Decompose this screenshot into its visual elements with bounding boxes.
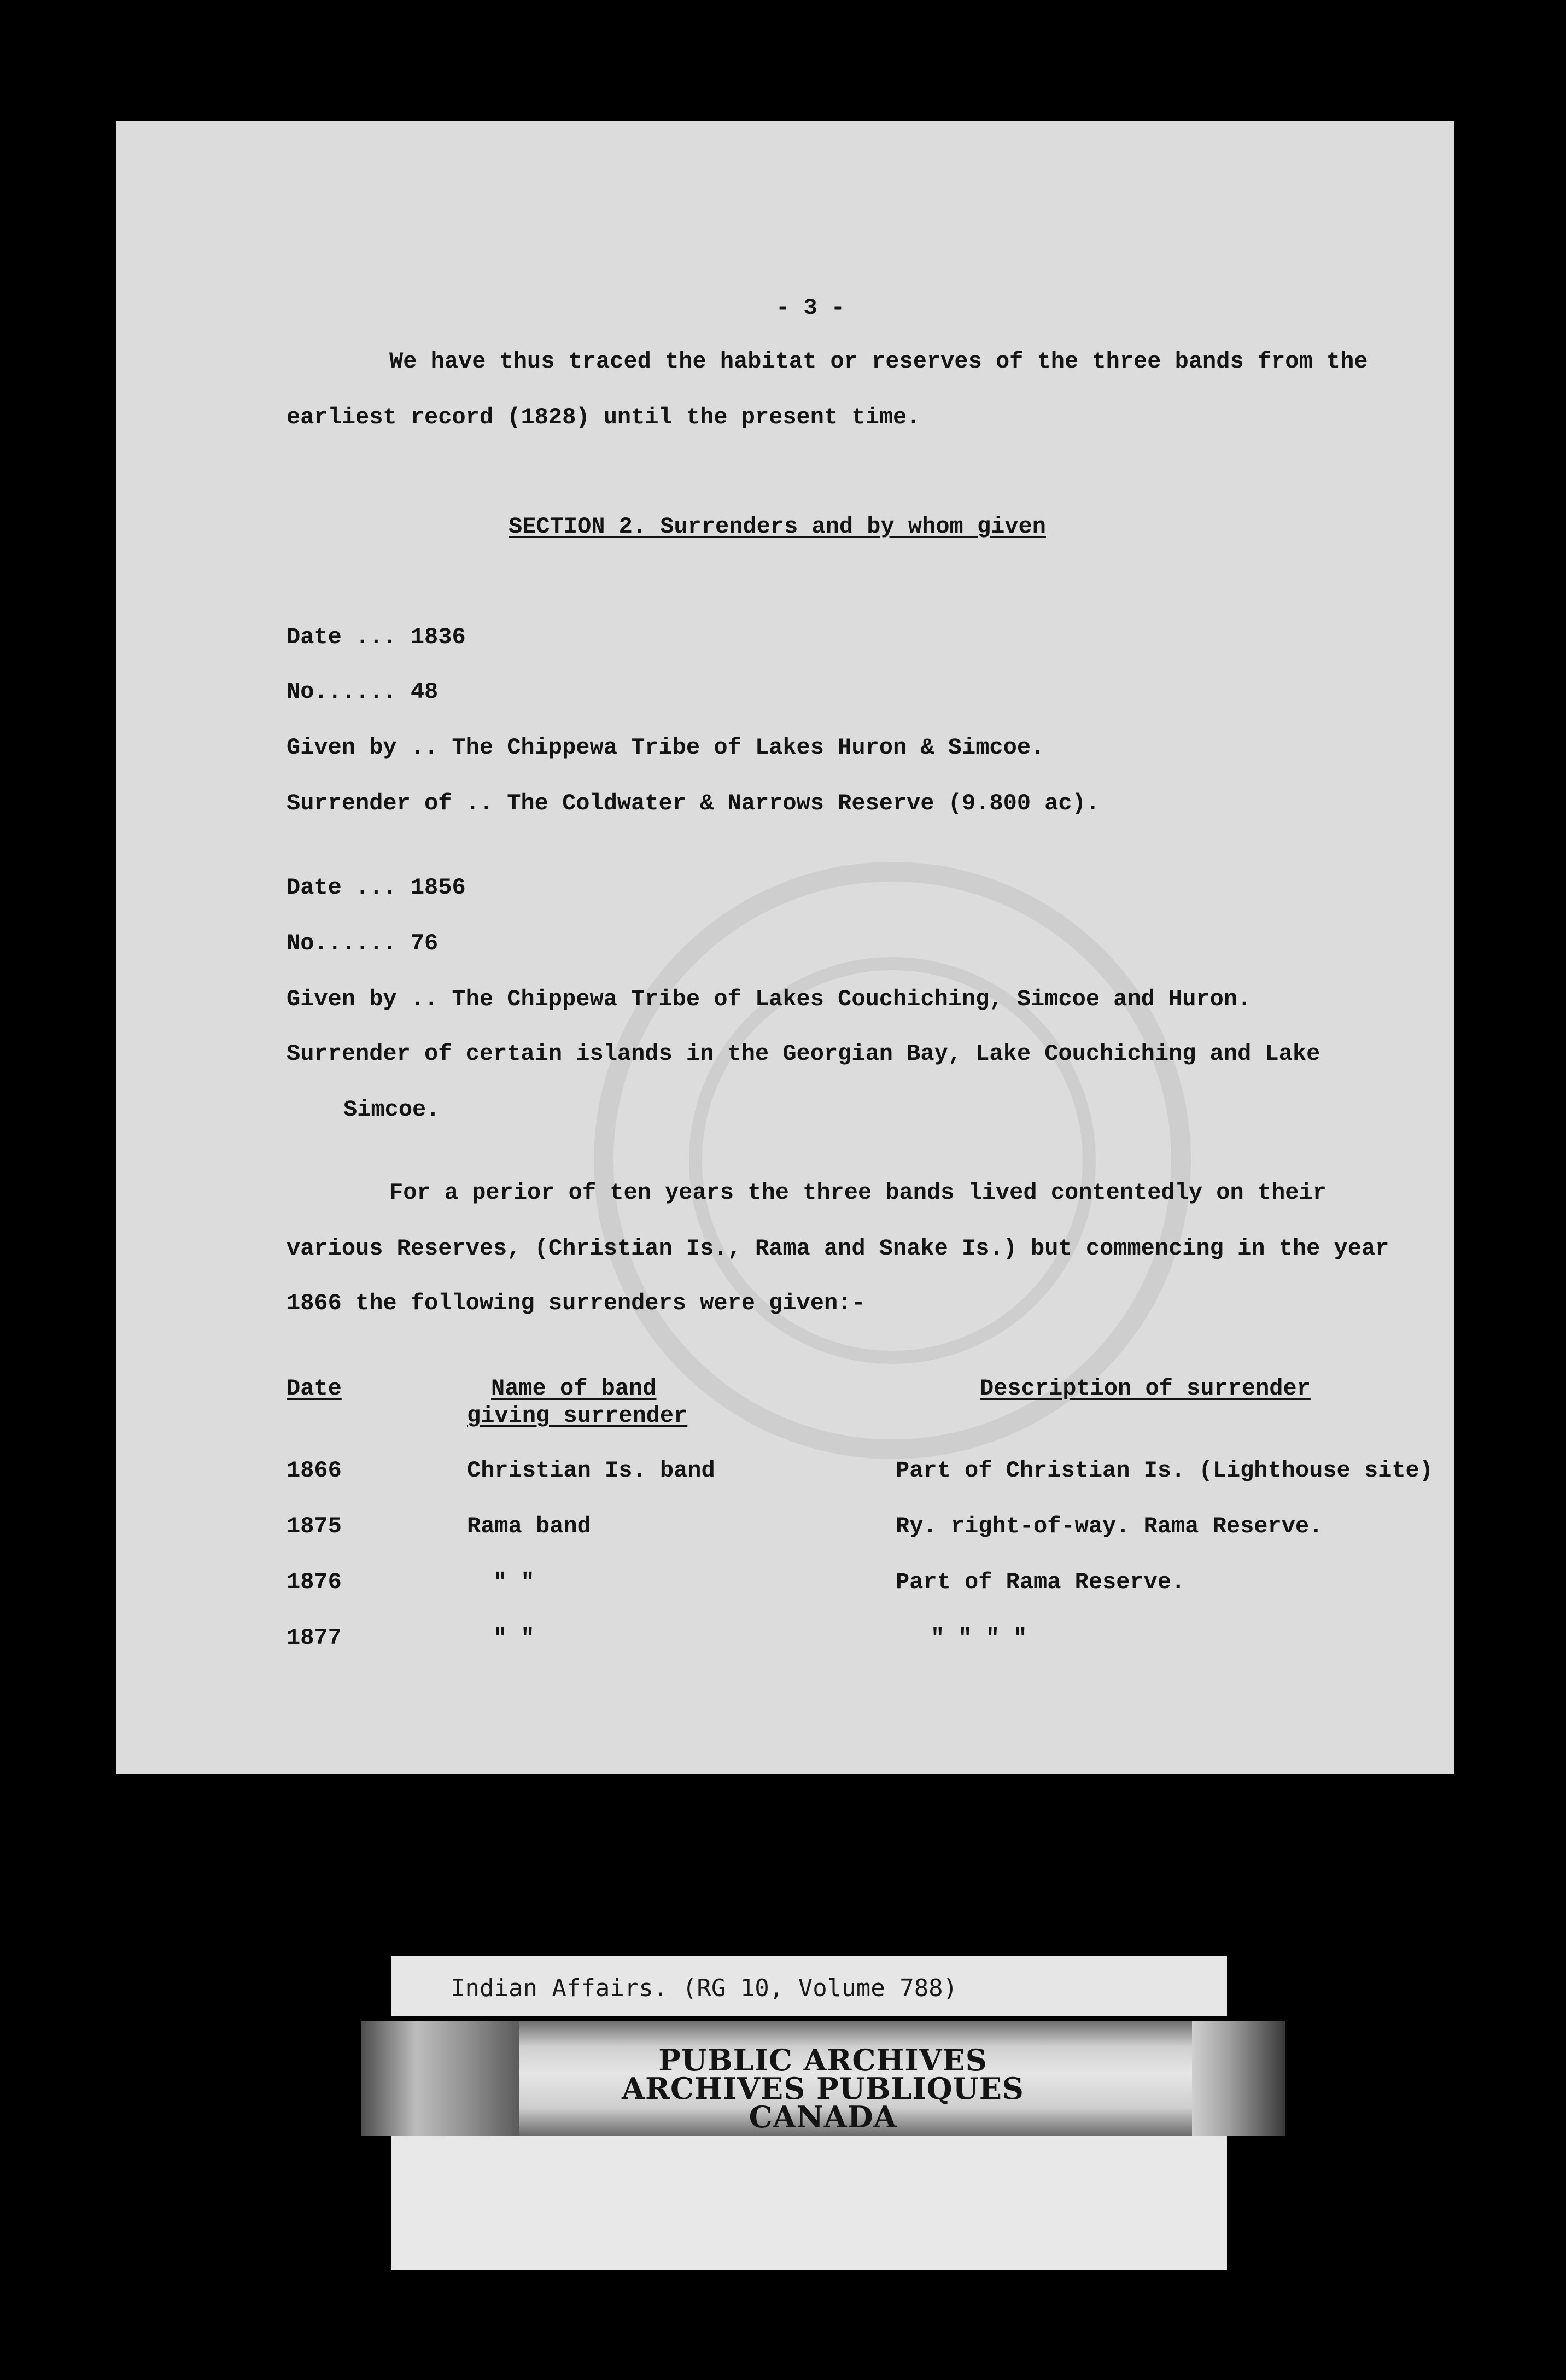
table-row-1-band: Christian Is. band (467, 1457, 715, 1484)
surrender-1-given-by: Given by .. The Chippewa Tribe of Lakes Huron & Simcoe. (287, 734, 1045, 761)
table-row-3-band: " " (493, 1569, 535, 1595)
table-row-2-date: 1875 (287, 1513, 342, 1539)
label-card-blank (392, 2136, 1227, 2270)
paragraph-2-line-2: various Reserves, (Christian Is., Rama and Snake Is.) but commencing in the year (287, 1235, 1389, 1262)
table-row-3-date: 1876 (287, 1569, 342, 1595)
surrender-2-surrender-of-line-2: Simcoe. (343, 1096, 440, 1123)
archive-reference-label (392, 1956, 1227, 2016)
stamp-line-canada: CANADA (749, 2099, 897, 2134)
surrender-2-surrender-of-line-1: Surrender of certain islands in the Georgian Bay, Lake Couchiching and Lake (287, 1041, 1320, 1067)
archive-reference-text: Indian Affairs. (RG 10, Volume 788) (451, 1974, 958, 2002)
document-page (116, 121, 1454, 1774)
table-row-1-date: 1866 (287, 1457, 342, 1484)
intro-line-2: earliest record (1828) until the present time. (287, 404, 921, 430)
surrender-2-date: Date ... 1856 (287, 874, 466, 901)
table-header-date: Date (287, 1375, 342, 1402)
surrender-2-given-by: Given by .. The Chippewa Tribe of Lakes Couchiching, Simcoe and Huron. (287, 986, 1252, 1012)
table-row-4-date: 1877 (287, 1625, 342, 1651)
stamp-line-archives-publiques: ARCHIVES PUBLIQUES (622, 2071, 1024, 2106)
paragraph-2-line-3: 1866 the following surrenders were given:- (287, 1290, 866, 1316)
table-header-description: Description of surrender (980, 1375, 1311, 1402)
section-heading: SECTION 2. Surrenders and by whom given (509, 514, 1046, 540)
archive-stamp (361, 2021, 1285, 2136)
table-row-4-description: " " " " (931, 1625, 1027, 1651)
table-row-4-band: " " (493, 1625, 535, 1651)
table-row-3-description: Part of Rama Reserve. (896, 1569, 1185, 1595)
table-header-band-line-2: giving surrender (467, 1403, 688, 1429)
page-number: - 3 - (775, 295, 845, 321)
surrender-2-number: No...... 76 (287, 930, 439, 956)
table-row-2-description: Ry. right-of-way. Rama Reserve. (896, 1513, 1323, 1539)
intro-line-1: We have thus traced the habitat or reserves of the three bands from the (389, 348, 1368, 375)
surrender-1-surrender-of: Surrender of .. The Coldwater & Narrows Reserve (9.800 ac). (287, 790, 1100, 816)
table-row-2-band: Rama band (467, 1513, 591, 1539)
table-row-1-description: Part of Christian Is. (Lighthouse site) (896, 1457, 1433, 1484)
surrender-1-number: No...... 48 (287, 679, 439, 705)
paragraph-2-line-1: For a perior of ten years the three bands lived contentedly on their (389, 1180, 1327, 1206)
table-header-band-line-1: Name of band (491, 1375, 657, 1402)
stamp-line-public-archives: PUBLIC ARCHIVES (658, 2043, 987, 2078)
surrender-1-date: Date ... 1836 (287, 624, 466, 650)
